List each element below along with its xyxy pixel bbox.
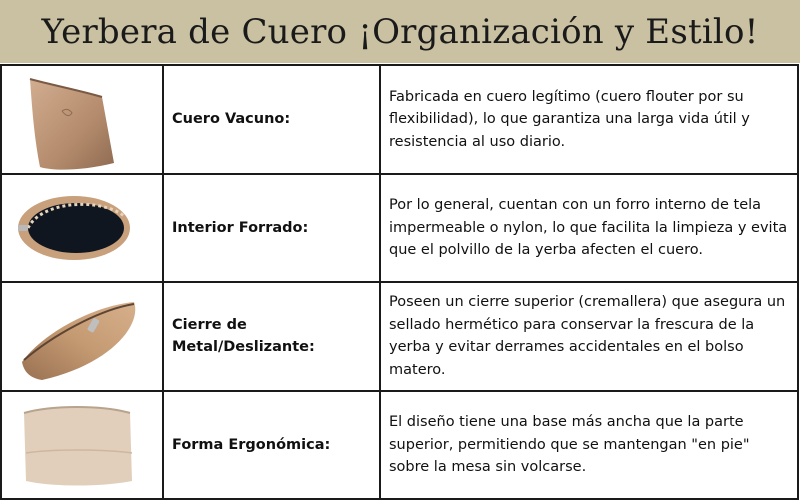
page-title: Yerbera de Cuero ¡Organización y Estilo! xyxy=(41,11,759,52)
feature-description: El diseño tiene una base más ancha que la parte superior, permitiendo que se mantengan "en pie" sobre la mesa sin volcarse. xyxy=(389,414,750,475)
image-cell xyxy=(1,391,163,500)
leather-bag-upright-image xyxy=(2,67,160,171)
feature-description: Fabricada en cuero legítimo (cuero flouter por su flexibilidad), lo que garantiza una larga vida útil y resistencia al uso diario. xyxy=(389,88,750,150)
feature-label: Cuero Vacuno: xyxy=(172,111,291,128)
leather-bag-open-lined-image xyxy=(2,176,160,280)
leather-bag-zipper-image xyxy=(2,284,160,388)
feature-description: Por lo general, cuentan con un forro interno de tela impermeable o nylon, lo que facilita la limpieza y evita que el polvillo de la yerba afecten el cuero. xyxy=(389,197,788,258)
feature-label: Cierre de Metal/Deslizante: xyxy=(172,317,315,356)
features-table xyxy=(0,64,799,500)
title-banner xyxy=(0,0,800,63)
image-cell xyxy=(1,282,163,391)
table-row xyxy=(1,391,798,500)
feature-description: Poseen un cierre superior (cremallera) que asegura un sellado hermético para conservar la frescura de la yerba y evitar derrames accidentales en el bolso matero. xyxy=(389,294,786,378)
table-row xyxy=(1,282,798,391)
leather-bag-wide-base-image xyxy=(2,393,160,497)
feature-label: Interior Forrado: xyxy=(172,219,309,236)
feature-label: Forma Ergonómica: xyxy=(172,436,331,453)
table-row xyxy=(1,65,798,174)
image-cell xyxy=(1,65,163,174)
table-row xyxy=(1,174,798,283)
image-cell xyxy=(1,174,163,283)
